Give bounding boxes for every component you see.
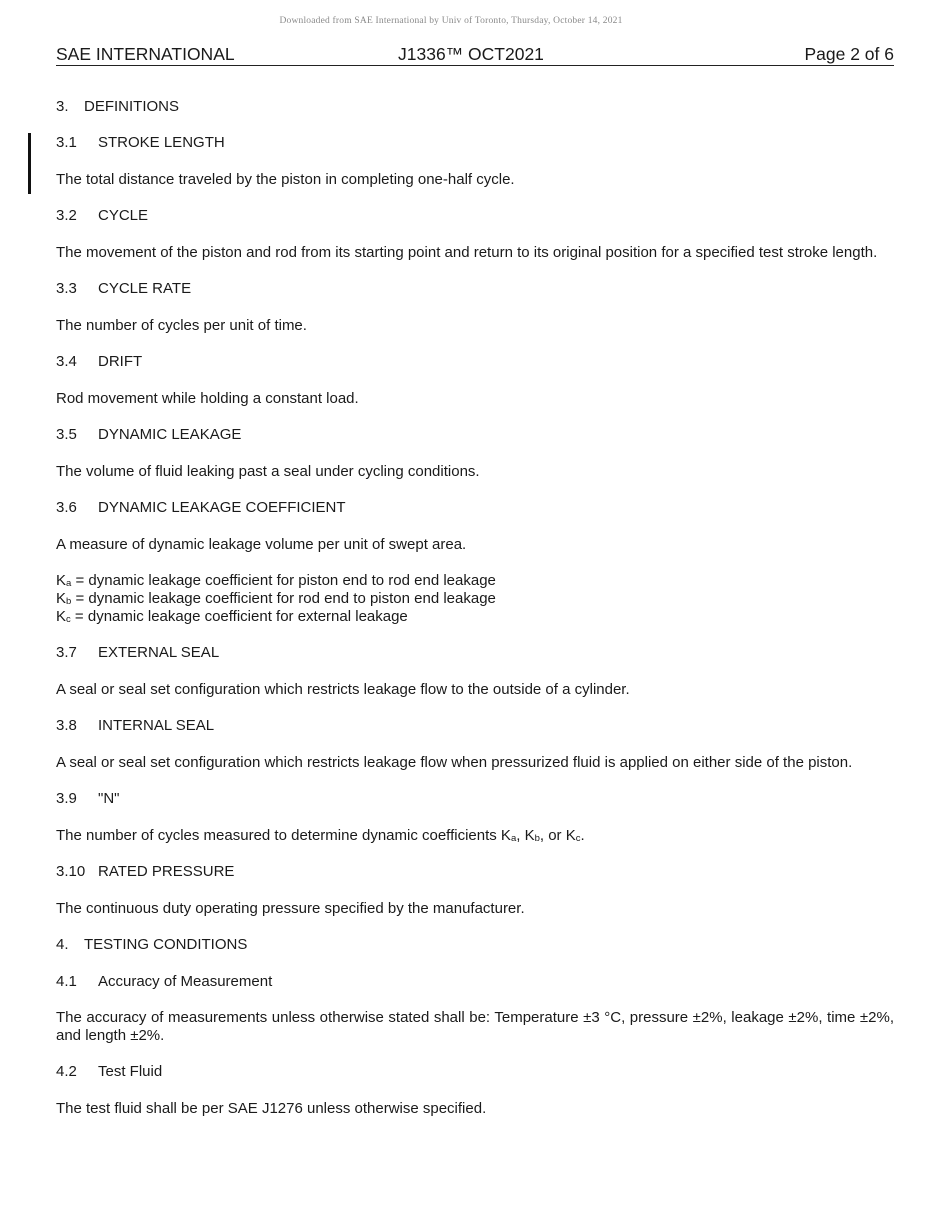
subsection-number: 3.9 — [56, 790, 77, 807]
subsection-heading — [56, 973, 272, 990]
paragraph: The volume of fluid leaking past a seal under cycling conditions. — [56, 463, 480, 480]
paragraph: The movement of the piston and rod from its starting point and return to its original position for a specified test stroke length. — [56, 244, 878, 261]
subsection-number: 3.7 — [56, 644, 77, 661]
subsection-title: DYNAMIC LEAKAGE COEFFICIENT — [98, 499, 346, 516]
subsection-title: RATED PRESSURE — [98, 863, 235, 880]
section-3-heading — [56, 98, 179, 115]
section-number: 4. — [56, 936, 69, 953]
subsection-heading — [56, 426, 241, 443]
subsection-number: 4.1 — [56, 973, 77, 990]
section-title: DEFINITIONS — [84, 98, 180, 115]
paragraph: A seal or seal set configuration which restricts leakage flow when pressurized fluid is applied on either side of the piston. — [56, 754, 853, 771]
paragraph: Rod movement while holding a constant load. — [56, 390, 359, 407]
section-title: TESTING CONDITIONS — [84, 936, 248, 953]
paragraph: The accuracy of measurements unless otherwise stated shall be: Temperature ±3 °C, pressure ±2%, leakage ±2%, time ±2%, and length ±2%. — [56, 1009, 894, 1044]
download-watermark: Downloaded from SAE International by Univ of Toronto, Thursday, October 14, 2021 — [279, 16, 623, 26]
header-doc-id: J1336™ OCT2021 — [398, 44, 544, 64]
subsection-number: 3.8 — [56, 717, 77, 734]
subsection-title: DRIFT — [98, 353, 143, 370]
subsection-title: "N" — [98, 790, 120, 807]
subsection-number: 3.3 — [56, 280, 77, 297]
subsection-number: 3.6 — [56, 499, 77, 516]
paragraph: The total distance traveled by the piston in completing one-half cycle. — [56, 171, 515, 188]
subsection-heading — [56, 207, 148, 224]
subsection-number: 3.5 — [56, 426, 77, 443]
subsection-heading — [56, 863, 234, 880]
section-number: 3. — [56, 98, 69, 115]
subsection-title: Accuracy of Measurement — [98, 973, 273, 990]
subsection-title: Test Fluid — [98, 1063, 163, 1080]
paragraph: The number of cycles measured to determine dynamic coefficients $K_a$, $K_b$, or $K_c$. — [56, 827, 585, 844]
paragraph: The number of cycles per unit of time. — [56, 317, 307, 334]
paragraph: A seal or seal set configuration which restricts leakage flow to the outside of a cylinder. — [56, 681, 630, 698]
subsection-number: 3.4 — [56, 353, 77, 370]
subsection-number: 3.10 — [56, 863, 86, 880]
paragraph: The test fluid shall be per SAE J1276 unless otherwise specified. — [56, 1100, 487, 1117]
subsection-number: 4.2 — [56, 1063, 77, 1080]
subsection-title: INTERNAL SEAL — [98, 717, 215, 734]
section-4-heading — [56, 936, 247, 953]
subsection-heading — [56, 280, 191, 297]
subsection-title: STROKE LENGTH — [98, 134, 225, 151]
header-org: SAE INTERNATIONAL — [56, 44, 235, 64]
subsection-title: EXTERNAL SEAL — [98, 644, 220, 661]
page-header — [56, 44, 894, 66]
header-page-number: Page 2 of 6 — [804, 44, 894, 64]
subsection-title: DYNAMIC LEAKAGE — [98, 426, 242, 443]
subsection-heading — [56, 717, 214, 734]
subsection-heading — [56, 353, 142, 370]
subsection-heading — [56, 790, 119, 807]
formula-line: $K_b$ = dynamic leakage coefficient for rod end to piston end leakage — [56, 590, 496, 607]
paragraph: A measure of dynamic leakage volume per unit of swept area. — [56, 536, 467, 553]
formula-line: $K_c$ = dynamic leakage coefficient for external leakage — [56, 608, 408, 625]
subsection-heading — [56, 1063, 162, 1080]
subsection-number: 3.1 — [56, 134, 77, 151]
revision-change-bar — [28, 133, 31, 194]
subsection-heading — [56, 644, 219, 661]
subsection-number: 3.2 — [56, 207, 77, 224]
subsection-title: CYCLE RATE — [98, 280, 192, 297]
formula-line: $K_a$ = dynamic leakage coefficient for piston end to rod end leakage — [56, 572, 496, 589]
subsection-heading — [56, 499, 346, 516]
subsection-heading — [56, 134, 225, 151]
subsection-title: CYCLE — [98, 207, 149, 224]
paragraph: The continuous duty operating pressure specified by the manufacturer. — [56, 900, 525, 917]
